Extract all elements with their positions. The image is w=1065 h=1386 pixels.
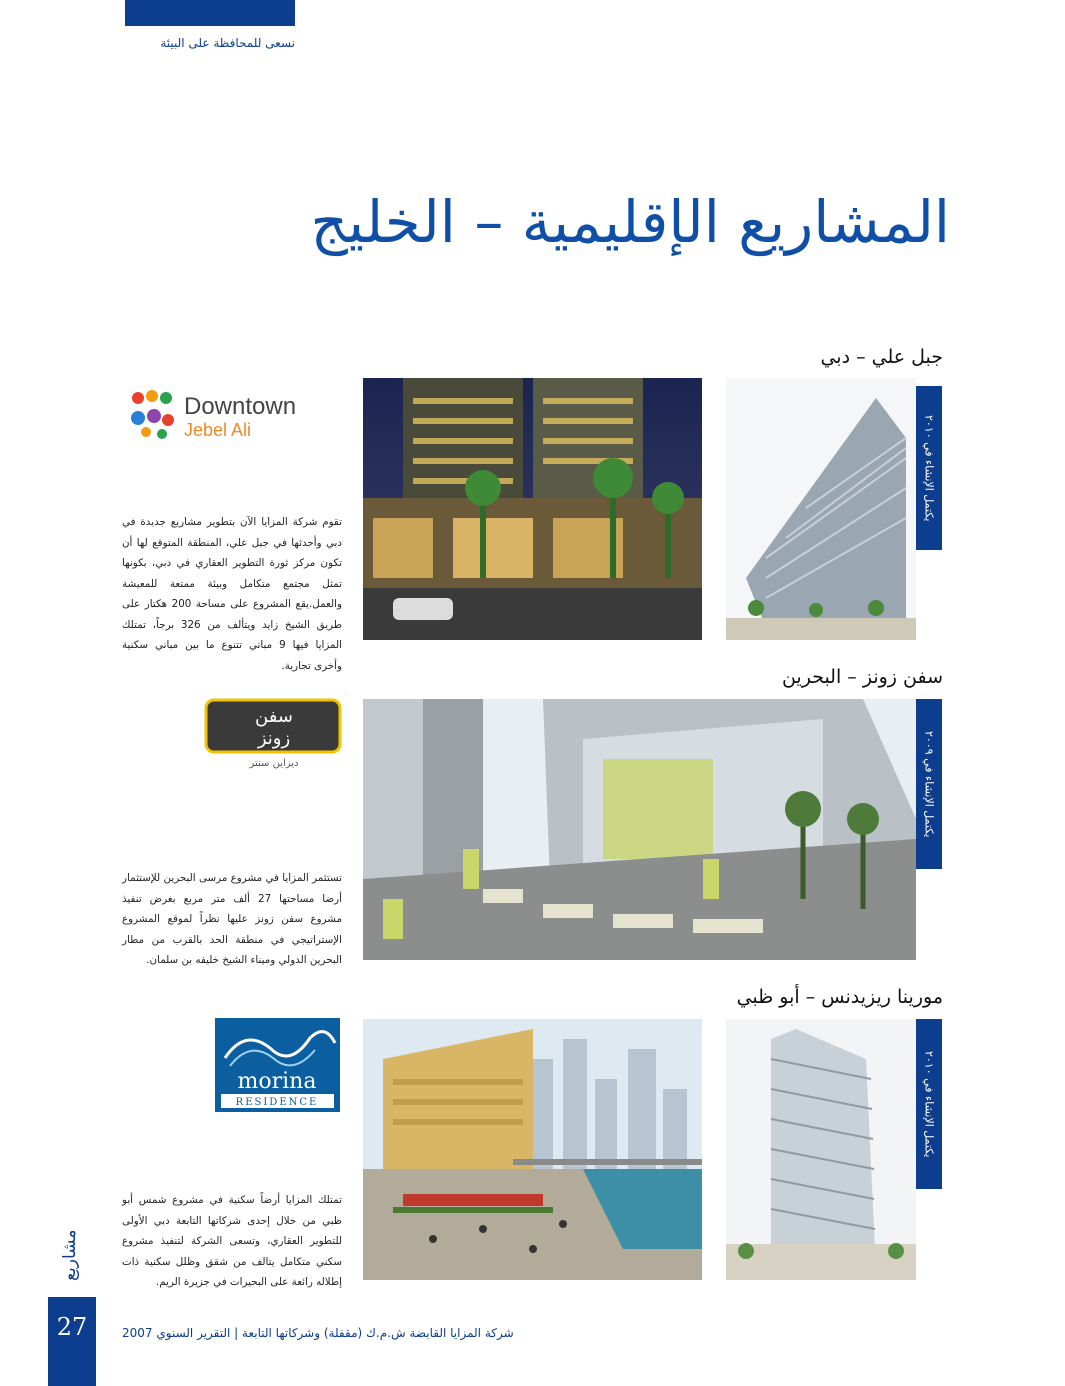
completion-badge-seven-zones: يكتمل الإنشاء في ٢٠٠٩ bbox=[916, 699, 942, 869]
section-title-jebel-ali: جبل علي – دبي bbox=[820, 346, 943, 368]
seven-zones-logo bbox=[204, 698, 344, 770]
page-number: 27 bbox=[48, 1297, 96, 1386]
photo-morina-waterfront bbox=[363, 1019, 702, 1280]
logo-line2: Jebel Ali bbox=[184, 420, 252, 440]
photo-morina-tower bbox=[726, 1019, 916, 1280]
section-title-seven-zones: سفن زونز – البحرين bbox=[781, 666, 943, 688]
logo-line1: Downtown bbox=[184, 393, 297, 420]
section-description-morina: تمتلك المزايا أرضاً سكنية في مشروع شمس أبو ظبي من خلال إحدى شركاتها التابعة دبي الأولى للتطوير العقاري، وتسعى الشركة لتنفيذ مشروع سكني متكامل يتالف من شقق وظلل سكنية ذات إطلاله رائعة على البحيرات في جزيرة الريم. bbox=[122, 1194, 342, 1288]
page-title: المشاريع الإقليمية – الخليج bbox=[310, 188, 950, 256]
logo-line1: morina bbox=[237, 1069, 317, 1094]
completion-badge-jebel-ali: يكتمل الإنشاء في ٢٠١٠ bbox=[916, 386, 942, 550]
completion-badge-morina: يكتمل الإنشاء في ٢٠١٠ bbox=[916, 1019, 942, 1189]
morina-residence-logo bbox=[215, 1018, 340, 1112]
logo-line1: سفن bbox=[255, 706, 293, 727]
header-bar bbox=[125, 0, 295, 26]
logo-sub: ديزاين سنتر bbox=[249, 758, 299, 769]
section-description-seven-zones: تستثمر المزايا في مشروع مرسى البحرين للإستثمار أرضا مساحتها 27 ألف متر مربع بغرض تنفيذ مشروع سفن زونز عليها نظراً لموقع المشروع الإستراتيجي في منطقة الحد بالقرب من مطار البحرين الدولي وميناء الشيخ خليفه بن سلمان. bbox=[122, 872, 342, 966]
photo-jebel-ali-street bbox=[363, 378, 702, 640]
section-title-morina: مورينا ريزيدنس – أبو ظبي bbox=[736, 986, 943, 1008]
downtown-jebel-ali-logo bbox=[128, 384, 328, 444]
side-section-label: مشاريع bbox=[60, 1229, 80, 1281]
section-description-jebel-ali: تقوم شركة المزايا الآن بتطوير مشاريع جديدة في دبي وأحدثها في جبل علي، المنطقة المتوقع لها أن تكون مركز ثورة التطوير العقاري في دبي، بكونها تمثل مجتمع متكامل وبيئة ممتعة للمعيشة والعمل.يقع المشروع على مساحة 200 هكتار على طريق الشيخ زايد ويتألف من 326 برجاً، تمتلك المزايا فيها 9 مباني تتنوع ما بين مباني سكنية وأخرى تجارية. bbox=[122, 516, 342, 672]
logo-line2: زونز bbox=[257, 728, 291, 749]
header-tagline: نسعى للمحافظة على البيئة bbox=[160, 36, 295, 50]
photo-jebel-ali-tower bbox=[726, 378, 916, 640]
logo-line2: RESIDENCE bbox=[235, 1097, 319, 1108]
footer-report-title: شركة المزايا القابضة ش.م.ك (مقفلة) وشركاتها التابعة | التقرير السنوي 2007 bbox=[122, 1326, 514, 1340]
photo-seven-zones bbox=[363, 699, 916, 960]
